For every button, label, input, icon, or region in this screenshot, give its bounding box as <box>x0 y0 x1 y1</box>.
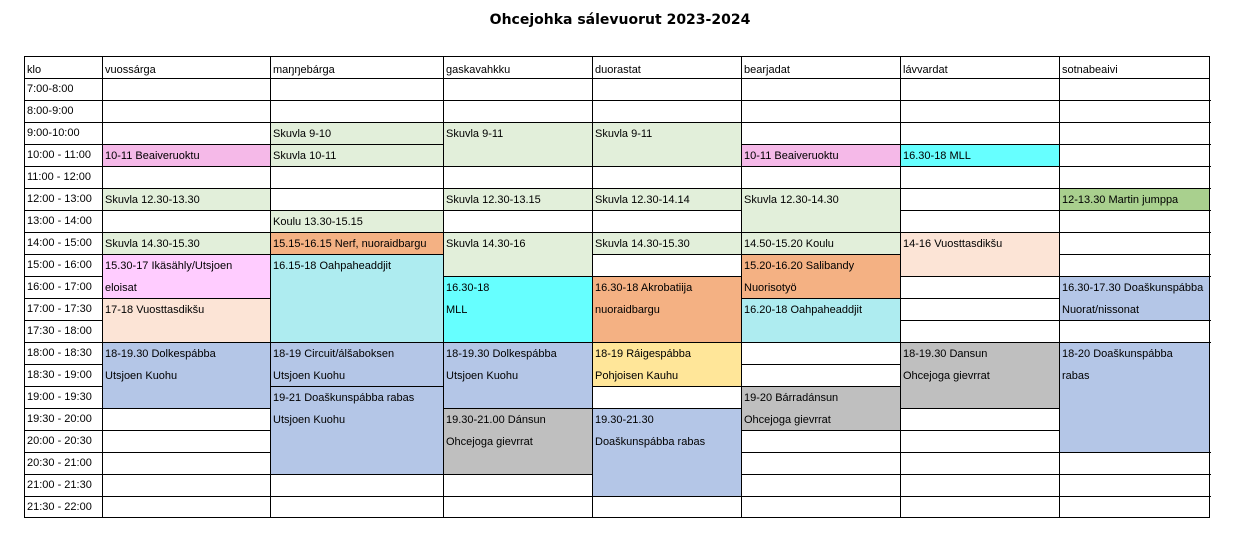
grid-line <box>900 430 1060 431</box>
time-label: 21:00 - 21:30 <box>27 479 92 491</box>
grid-line <box>102 188 271 189</box>
grid-line <box>270 100 444 101</box>
grid-line <box>741 254 901 255</box>
grid-line <box>592 496 742 497</box>
time-label: 13:00 - 14:00 <box>27 215 92 227</box>
time-label: 19:30 - 20:00 <box>27 413 92 425</box>
grid-line <box>443 276 593 277</box>
grid-line <box>741 386 901 387</box>
event-block[interactable] <box>900 232 1059 277</box>
event-text-line: 19-20 Bárradánsun <box>744 392 839 404</box>
grid-line <box>270 496 444 497</box>
event-block[interactable] <box>443 122 592 167</box>
event-text-line: 10-11 Beaiveruoktu <box>105 150 200 162</box>
time-label: 10:00 - 11:00 <box>27 149 92 161</box>
grid-line <box>443 122 593 123</box>
event-block[interactable] <box>443 408 592 475</box>
grid-line <box>741 474 901 475</box>
grid-line <box>270 166 444 167</box>
grid-line <box>1059 496 1211 497</box>
grid-line <box>443 56 444 518</box>
grid-line <box>1059 276 1211 277</box>
time-label: 19:00 - 19:30 <box>27 391 92 403</box>
grid-line <box>592 408 742 409</box>
event-block[interactable] <box>741 144 900 167</box>
event-text-line: Pohjoisen Kauhu <box>595 370 679 382</box>
event-block[interactable] <box>443 342 592 409</box>
event-text-line: Utsjoen Kuohu <box>446 370 519 382</box>
event-block[interactable] <box>900 342 1059 409</box>
grid-line <box>1059 254 1211 255</box>
grid-line <box>741 144 901 145</box>
event-block[interactable] <box>270 144 443 167</box>
event-text-line: 16.30-18 MLL <box>903 150 971 162</box>
event-block[interactable] <box>102 232 270 255</box>
time-label: 8:00-9:00 <box>27 105 74 117</box>
grid-line <box>900 210 1060 211</box>
grid-line <box>592 188 742 189</box>
event-text-line: 19.30-21.00 Dánsun <box>446 414 546 426</box>
event-text-line: Skuvla 9-11 <box>595 128 653 140</box>
event-text-line: 18-19 Circuit/álšaboksen <box>273 348 395 360</box>
grid-line <box>102 342 271 343</box>
event-block[interactable] <box>270 232 443 255</box>
grid-line <box>102 298 271 299</box>
grid-line <box>102 496 271 497</box>
day-header: gaskavahkku <box>446 64 511 76</box>
grid-line <box>900 298 1060 299</box>
grid-line <box>592 56 593 518</box>
grid-line <box>592 210 742 211</box>
event-text-line: Skuvla 12.30-14.30 <box>744 194 839 206</box>
event-block[interactable] <box>592 276 741 343</box>
grid-line <box>741 100 901 101</box>
event-text-line: 14.50-15.20 Koulu <box>744 238 834 250</box>
grid-line <box>102 210 271 211</box>
grid-line <box>1059 210 1211 211</box>
grid-line <box>900 166 1060 167</box>
grid-line <box>1059 452 1211 453</box>
grid-line <box>102 232 271 233</box>
grid-line <box>592 342 742 343</box>
event-text-line: 17-18 Vuosttasdikšu <box>105 304 205 316</box>
event-text-line: Koulu 13.30-15.15 <box>273 216 363 228</box>
grid-line <box>270 232 444 233</box>
event-text-line: MLL <box>446 304 468 316</box>
grid-line <box>24 78 1210 79</box>
grid-line <box>102 100 271 101</box>
grid-line <box>592 232 742 233</box>
event-block[interactable] <box>443 276 592 343</box>
event-text-line: 10-11 Beaiveruoktu <box>744 150 839 162</box>
event-text-line: Utsjoen Kuohu <box>273 370 346 382</box>
event-block[interactable] <box>102 298 270 343</box>
grid-line <box>741 166 901 167</box>
day-header: bearjadat <box>744 64 790 76</box>
grid-line <box>741 122 901 123</box>
event-block[interactable] <box>900 144 1059 167</box>
grid-line <box>443 166 593 167</box>
grid-line <box>592 276 742 277</box>
grid-line <box>102 166 271 167</box>
event-block[interactable] <box>741 232 900 255</box>
grid-line <box>102 56 103 518</box>
grid-line <box>443 100 593 101</box>
grid-line <box>102 474 271 475</box>
schedule-table <box>24 56 1210 518</box>
event-block[interactable] <box>592 122 741 167</box>
grid-line <box>592 386 742 387</box>
grid-line <box>741 496 901 497</box>
event-block[interactable] <box>741 386 900 431</box>
event-block[interactable] <box>102 342 270 409</box>
event-text-line: Nuorisotyö <box>744 282 797 294</box>
grid-line <box>443 342 593 343</box>
event-text-line: Skuvla 9-11 <box>446 128 504 140</box>
event-text-line: 18-19 Ráigespábba <box>595 348 692 360</box>
grid-line <box>270 188 444 189</box>
header-time-label: klo <box>27 64 42 76</box>
event-text-line: Ohcejoga gievrrat <box>903 370 990 382</box>
grid-line <box>102 254 271 255</box>
grid-line <box>102 408 271 409</box>
event-text-line: 16.30-17.30 Doaškunspábba <box>1062 282 1204 294</box>
grid-line <box>1059 320 1211 321</box>
grid-line <box>1059 100 1211 101</box>
time-label: 7:00-8:00 <box>27 83 74 95</box>
grid-line <box>102 452 271 453</box>
event-block[interactable] <box>1059 276 1210 321</box>
event-block[interactable] <box>592 232 741 255</box>
grid-line <box>741 342 901 343</box>
grid-line <box>1059 144 1211 145</box>
grid-line <box>270 254 444 255</box>
event-text-line: Utsjoen Kuohu <box>273 414 346 426</box>
day-header: duorastat <box>595 64 641 76</box>
grid-line <box>270 144 444 145</box>
grid-line <box>900 144 1060 145</box>
grid-line <box>1059 166 1211 167</box>
grid-line <box>900 122 1060 123</box>
event-text-line: 19.30-21.30 <box>595 414 654 426</box>
event-block[interactable] <box>270 386 443 475</box>
event-text-line: Ohcejoga gievrrat <box>744 414 831 426</box>
grid-line <box>270 56 271 518</box>
time-label: 9:00-10:00 <box>27 127 80 139</box>
time-label: 21:30 - 22:00 <box>27 501 92 513</box>
event-block[interactable] <box>443 232 592 277</box>
event-block[interactable] <box>270 122 443 145</box>
grid-line <box>1059 232 1211 233</box>
event-text-line: 15.15-16.15 Nerf, nuoraidbargu <box>273 238 427 250</box>
grid-line <box>270 474 444 475</box>
time-label: 17:00 - 17:30 <box>27 303 92 315</box>
page-title: Ohcejohka sálevuorut 2023-2024 <box>489 12 751 28</box>
event-text-line: 18-19.30 Dolkespábba <box>105 348 216 360</box>
time-label: 20:00 - 20:30 <box>27 435 92 447</box>
grid-line <box>900 342 1060 343</box>
time-label: 16:00 - 17:00 <box>27 281 92 293</box>
event-text-line: Nuorat/nissonat <box>1062 304 1140 316</box>
grid-line <box>443 408 593 409</box>
event-text-line: Skuvla 14.30-16 <box>446 238 526 250</box>
grid-line <box>741 188 901 189</box>
grid-line <box>1059 122 1211 123</box>
time-label: 20:30 - 21:00 <box>27 457 92 469</box>
event-text-line: 14-16 Vuosttasdikšu <box>903 238 1003 250</box>
grid-line <box>270 210 444 211</box>
grid-line <box>443 496 593 497</box>
event-text-line: Skuvla 14.30-15.30 <box>105 238 200 250</box>
event-text-line: 16.15-18 Oahpaheaddjit <box>273 260 392 272</box>
event-text-line: 19-21 Doaškunspábba rabas <box>273 392 415 404</box>
grid-line <box>900 56 901 518</box>
time-label: 18:30 - 19:00 <box>27 369 92 381</box>
grid-line <box>900 188 1060 189</box>
time-label: 17:30 - 18:00 <box>27 325 92 337</box>
event-block[interactable] <box>270 210 443 233</box>
grid-line <box>270 122 444 123</box>
time-label: 14:00 - 15:00 <box>27 237 92 249</box>
event-text-line: Skuvla 9-10 <box>273 128 332 140</box>
grid-line <box>443 474 593 475</box>
event-text-line: Skuvla 14.30-15.30 <box>595 238 690 250</box>
event-text-line: 18-19.30 Dolkespábba <box>446 348 557 360</box>
grid-line <box>900 496 1060 497</box>
grid-line <box>900 408 1060 409</box>
event-text-line: 15.30-17 Ikäsähly/Utsjoen <box>105 260 233 272</box>
grid-line <box>741 298 901 299</box>
grid-line <box>1059 56 1060 518</box>
day-header: lávvardat <box>903 64 948 76</box>
grid-line <box>900 474 1060 475</box>
grid-line <box>741 452 901 453</box>
event-block[interactable] <box>741 298 900 343</box>
event-text-line: eloisat <box>105 282 137 294</box>
event-text-line: rabas <box>1062 370 1090 382</box>
event-block[interactable] <box>102 188 270 211</box>
event-text-line: 16.20-18 Oahpaheaddjit <box>744 304 863 316</box>
event-block[interactable] <box>1059 188 1210 211</box>
event-block[interactable] <box>592 342 741 387</box>
event-text-line: Skuvla 12.30-14.14 <box>595 194 690 206</box>
grid-line <box>1059 342 1211 343</box>
event-text-line: 16.30-18 <box>446 282 490 294</box>
grid-line <box>1059 188 1211 189</box>
time-label: 18:00 - 18:30 <box>27 347 92 359</box>
grid-line <box>102 430 271 431</box>
event-text-line: 15.20-16.20 Salibandy <box>744 260 855 272</box>
grid-line <box>592 122 742 123</box>
grid-line <box>741 56 742 518</box>
grid-line <box>443 232 593 233</box>
grid-line <box>270 386 444 387</box>
grid-line <box>592 254 742 255</box>
event-block[interactable] <box>741 254 900 299</box>
grid-line <box>443 210 593 211</box>
grid-line <box>900 276 1060 277</box>
event-text-line: Skuvla 12.30-13.15 <box>446 194 541 206</box>
grid-line <box>900 100 1060 101</box>
event-block[interactable] <box>270 342 443 387</box>
grid-line <box>102 144 271 145</box>
event-text-line: 12-13.30 Martin jumppa <box>1062 194 1179 206</box>
event-text-line: 18-20 Doaškunspábba <box>1062 348 1173 360</box>
time-label: 12:00 - 13:00 <box>27 193 92 205</box>
grid-line <box>900 232 1060 233</box>
event-text-line: Skuvla 10-11 <box>273 150 337 162</box>
grid-line <box>592 100 742 101</box>
day-header: maŋŋebárga <box>273 64 335 76</box>
event-text-line: Skuvla 12.30-13.30 <box>105 194 200 206</box>
event-block[interactable] <box>102 144 270 167</box>
grid-line <box>741 430 901 431</box>
event-text-line: nuoraidbargu <box>595 304 660 316</box>
event-block[interactable] <box>592 188 741 211</box>
event-text-line: 16.30-18 Akrobatiija <box>595 282 693 294</box>
grid-line <box>1059 474 1211 475</box>
event-block[interactable] <box>102 254 270 299</box>
grid-line <box>102 122 271 123</box>
time-label: 15:00 - 16:00 <box>27 259 92 271</box>
event-text-line: Utsjoen Kuohu <box>105 370 178 382</box>
event-block[interactable] <box>592 408 741 497</box>
event-text-line: Ohcejoga gievrrat <box>446 436 533 448</box>
day-header: sotnabeaivi <box>1062 64 1118 76</box>
event-block[interactable] <box>1059 342 1210 453</box>
event-text-line: 18-19.30 Dansun <box>903 348 988 360</box>
event-text-line: Doaškunspábba rabas <box>595 436 706 448</box>
time-label: 11:00 - 12:00 <box>27 171 92 183</box>
grid-line <box>741 232 901 233</box>
day-header: vuossárga <box>105 64 156 76</box>
event-block[interactable] <box>741 188 900 233</box>
grid-line <box>900 320 1060 321</box>
grid-line <box>900 452 1060 453</box>
grid-line <box>270 342 444 343</box>
grid-line <box>741 364 901 365</box>
grid-line <box>592 166 742 167</box>
event-block[interactable] <box>270 254 443 343</box>
event-block[interactable] <box>443 188 592 211</box>
grid-line <box>443 188 593 189</box>
